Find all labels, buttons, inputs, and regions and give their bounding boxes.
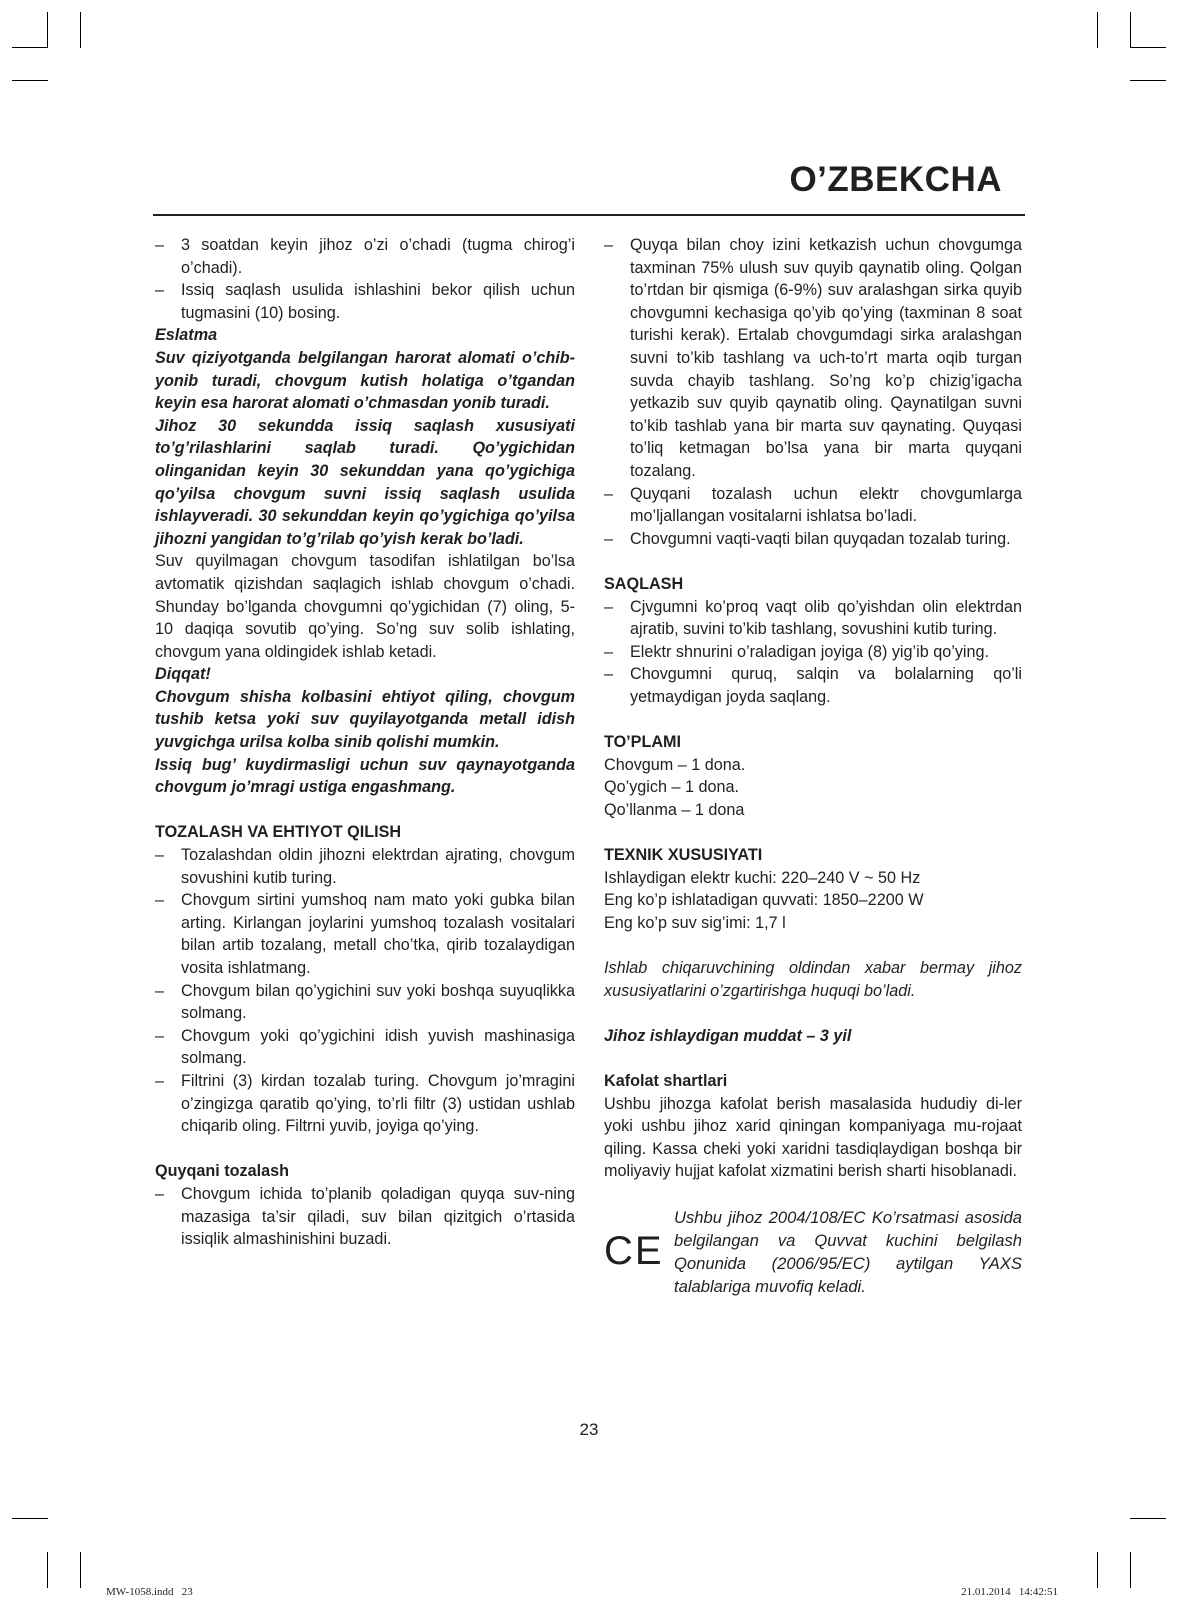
crop-mark: [47, 1552, 48, 1588]
crop-mark: [47, 12, 48, 48]
list-item: – Chovgum bilan qo’ygichini suv yoki boshqa suyuqlikka solmang.: [155, 981, 575, 1023]
crop-mark: [12, 47, 48, 48]
tech-line: Eng ko’p ishlatadigan quvvati: 1850–2200 W: [604, 891, 924, 910]
ce-block: [604, 1206, 1022, 1298]
list-item: – Issiq saqlash usulida ishlashini bekor qilish uchun tugmasini (10) bosing.: [155, 281, 575, 322]
crop-mark: [1130, 47, 1166, 48]
list-item: – Filtrini (3) kirdan tozalab turing. Chovgum jo’mragini o’zingizga qaratib qo’ying, to’rli filtr (3) ustidan ushlab chiqarib oling. Filtrni yuvib, joyiga qo’ying.: [155, 1071, 575, 1136]
footer-datetime: 21.01.2014 14:42:51: [961, 1586, 1058, 1598]
list-item: – Chovgum ichida to’planib qoladigan quyqa suv-ning mazasiga ta’sir qiladi, suv bilan qizitgich o’rtasida issiqlik almashinishini buzadi.: [155, 1184, 575, 1249]
note-paragraph: Jihoz 30 sekundda issiq saqlash xususiyati to’g’rilashlarini saqlab turadi. Qo’ygichidan olinganidan keyin 30 sekunddan yana qo’ygichiga qo’yilsa chovgum suvni issiq saqlash usulida ishlayveradi. 30 sekunddan keyin qo’ygichiga qo’yilsa jihozni yangidan to’g’rilab qo’yish kerak bo’ladi.: [155, 416, 575, 548]
crop-mark: [1130, 1518, 1166, 1519]
lifetime: Jihoz ishlaydigan muddat – 3 yil: [604, 1026, 852, 1045]
cleaning-title: TOZALASH VA EHTIYOT QILISH: [155, 823, 402, 842]
attention-paragraph: Issiq bug’ kuydirmasligi uchun suv qaynayotganda chovgum jo’mragi ustiga engashmang.: [155, 755, 575, 797]
scale-title: Quyqani tozalash: [155, 1162, 290, 1181]
crop-mark: [1097, 12, 1098, 48]
page-number: 23: [579, 1420, 599, 1439]
dry-run-paragraph: Suv quyilmagan chovgum tasodifan ishlatilgan bo’lsa avtomatik qizishdan saqlagich ishlab chovgum o’chadi. Shunday bo’lganda chovgumni qo’ygichidan (7) oling, 5-10 daqiqa sovutib qo’ying. So’ng suv solib ishlating, chovgum yana oldingidek ishlab ketadi.: [155, 552, 575, 661]
crop-mark: [12, 80, 48, 81]
storage-title: SAQLASH: [604, 574, 684, 593]
list-item: – Chovgumni quruq, salqin va bolalarning qo’li yetmaydigan joyda saqlang.: [604, 665, 1022, 706]
set-line: Qo’llanma – 1 dona: [604, 800, 745, 819]
list-item: – Elektr shnurini o’raladigan joyiga (8) yig’ib qo’ying.: [604, 642, 990, 661]
list-item: – Quyqani tozalash uchun elektr chovgumlarga mo’ljallangan vositalarni ishlatsa bo’ladi.: [604, 484, 1022, 526]
right-column: [604, 234, 1022, 1298]
ce-text: Ushbu jihoz 2004/108/EC Ko’rsatmasi asosida belgilangan va Quvvat kuchini belgilash Qonunida (2006/95/EC) aytilgan YAXS talablariga muvofiq keladi.: [674, 1207, 1022, 1296]
attention-paragraph: Chovgum shisha kolbasini ehtiyot qiling, chovgum tushib ketsa yoki suv quyilayotganda metall idish yuvgichga urilsa kolba sinib qolishi mumkin.: [155, 687, 575, 752]
list-item: – Tozalashdan oldin jihozni elektrdan ajrating, chovgum sovushini kutib turing.: [155, 846, 575, 887]
language-heading: O’ZBEKCHA: [789, 160, 1002, 199]
footer-file: MW-1058.indd 23: [106, 1586, 193, 1598]
set-line: Qo’ygich – 1 dona.: [604, 778, 739, 797]
list-item: – 3 soatdan keyin jihoz o’zi o’chadi (tugma chirog’i o’chadi).: [155, 236, 575, 277]
crop-mark: [1097, 1552, 1098, 1588]
warranty-title: Kafolat shartlari: [604, 1071, 728, 1090]
ce-mark-icon: CE: [604, 1229, 664, 1274]
list-item: – Chovgum sirtini yumshoq nam mato yoki gubka bilan arting. Kirlangan joylarini yumshoq tozalash vositalari bilan artib tozalang, metall cho’tka, qirib tozalaydigan vosita ishlatmang.: [155, 891, 575, 977]
list-item: – Cjvgumni ko’proq vaqt olib qo’yishdan olin elektrdan ajratib, suvini to’kib tashlang, sovushini kutib turing.: [604, 597, 1022, 639]
note-title: Eslatma: [155, 326, 218, 345]
list-item: – Chovgumni vaqti-vaqti bilan quyqadan tozalab turing.: [604, 529, 1011, 548]
crop-mark: [80, 1552, 81, 1588]
set-line: Chovgum – 1 dona.: [604, 755, 746, 774]
crop-mark: [1130, 12, 1131, 48]
crop-mark: [1130, 80, 1166, 81]
list-item: – Quyqa bilan choy izini ketkazish uchun chovgumga taxminan 75% ulush suv quyib qaynatib oling. Qolgan to’rtdan bir qismiga (6-9%) suv aralashgan sirka quyib chovgumni kechasiga qo’yib qo’ying (taxminan 8 soat turishi kerak). Ertalab chovgumdagi sirka aralashgan suvni to’kib tashlang va uch-to’rt marta oqib turgan suvda chayib tashlang. So’ng ko’p chizig’igacha yetkazib suv quyib qaynatib oling. Qaynatilgan suvni to’kib tashlab yana bir marta suv qaynating. Quyqasi to’liq ketmagan bo’lsa yana bir marta quyqani tozalang.: [604, 236, 1022, 480]
tech-title: TEXNIK XUSUSIYATI: [604, 846, 763, 865]
tech-line: Ishlaydigan elektr kuchi: 220–240 V ~ 50 Hz: [604, 868, 921, 887]
list-item: – Chovgum yoki qo’ygichini idish yuvish mashinasiga solmang.: [155, 1026, 575, 1068]
left-column: [155, 234, 575, 1251]
crop-mark: [80, 12, 81, 48]
warranty-text: Ushbu jihozga kafolat berish masalasida hududiy di-ler yoki ushbu jihoz xarid qiningan kompaniyaga mu-rojaat qiling. Kassa cheki yoki xaridni tasdiqlaydigan boshqa bir moliyaviy hujjat kafolat xizmatini berish sharti hisoblanadi.: [604, 1094, 1022, 1181]
crop-mark: [1130, 1552, 1131, 1588]
header-rule: [153, 214, 1025, 216]
attention-title: Diqqat!: [155, 665, 211, 684]
maker-note: Ishlab chiqaruvchining oldindan xabar bermay jihoz xususiyatlarini o’zgartirishga huquqi bo’ladi.: [604, 959, 1022, 1000]
set-title: TO’PLAMI: [604, 733, 682, 752]
crop-mark: [12, 1518, 48, 1519]
note-paragraph: Suv qiziyotganda belgilangan harorat alomati o’chib-yonib turadi, chovgum kutish holatiga o’tgandan keyin esa harorat alomati o’chmasdan yonib turadi.: [155, 348, 575, 413]
tech-line: Eng ko’p suv sig’imi: 1,7 l: [604, 913, 786, 932]
